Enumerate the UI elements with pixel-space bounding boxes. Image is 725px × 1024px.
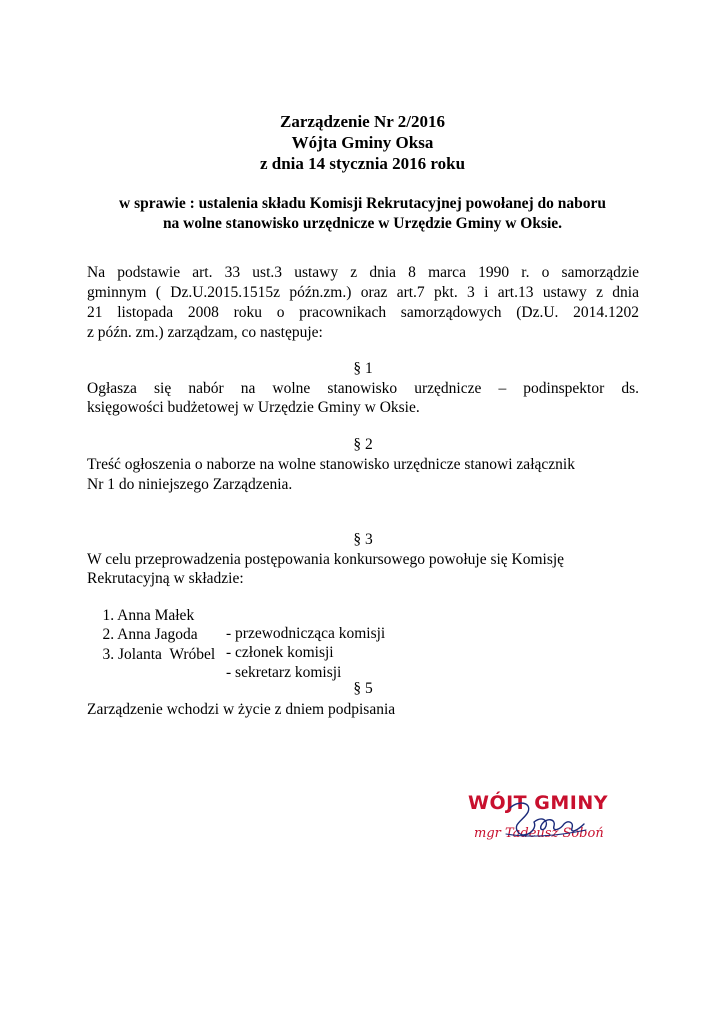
- intro-line-1: Na podstawie art. 33 ust.3 ustawy z dnia 8 marca 1990 r. o samorządzie: [87, 264, 639, 281]
- member-name: 2. Anna Jagoda: [102, 626, 198, 643]
- section-3-line-2: Rekrutacyjną w składzie:: [87, 570, 244, 587]
- subject-line-2: na wolne stanowisko urzędnicze w Urzędzie Gminy w Oksie.: [162, 215, 563, 232]
- section-mark-1: § 1: [353, 360, 373, 377]
- intro-line-2: gminnym ( Dz.U.2015.1515z późn.zm.) oraz art.7 pkt. 3 i art.13 ustawy z dnia: [87, 284, 639, 301]
- section-1-line-1: Ogłasza się nabór na wolne stanowisko urzędnicze – podinspektor ds.: [87, 380, 639, 397]
- member-name: 3. Jolanta Wróbel: [102, 646, 216, 663]
- handwritten-signature: [488, 794, 598, 854]
- signature-stroke: [510, 803, 584, 835]
- member-role: - członek komisji: [226, 644, 334, 661]
- member-role: - sekretarz komisji: [226, 664, 342, 681]
- section-mark-3: § 3: [353, 531, 373, 548]
- section-3-line-1: W celu przeprowadzenia postępowania konkursowego powołuje się Komisję: [87, 551, 565, 568]
- intro-line-4: z późn. zm.) zarządzam, co następuje:: [87, 324, 323, 341]
- document-title: Zarządzenie Nr 2/2016: [280, 112, 445, 131]
- section-2-line-2: Nr 1 do niniejszego Zarządzenia.: [87, 476, 293, 493]
- member-name: 1. Anna Małek: [102, 607, 195, 624]
- section-5-line-1: Zarządzenie wchodzi w życie z dniem podpisania: [87, 701, 396, 718]
- section-1-line-2: księgowości budżetowej w Urzędzie Gminy w Oksie.: [87, 399, 420, 416]
- subject-line-1: w sprawie : ustalenia składu Komisji Rekrutacyjnej powołanej do naboru: [119, 195, 606, 212]
- official-stamp: [468, 792, 618, 862]
- section-mark-2: § 2: [353, 436, 373, 453]
- section-mark-5: § 5: [353, 680, 373, 697]
- member-role: - przewodnicząca komisji: [226, 625, 386, 642]
- document-date: z dnia 14 stycznia 2016 roku: [259, 154, 466, 173]
- document-issuer: Wójta Gminy Oksa: [291, 133, 434, 152]
- intro-line-3: 21 listopada 2008 roku o pracownikach samorządowych (Dz.U. 2014.1202: [87, 304, 639, 321]
- section-2-line-1: Treść ogłoszenia o naborze na wolne stanowisko urzędnicze stanowi załącznik: [87, 456, 575, 473]
- stamp-name: mgr Tadeusz Soboń: [474, 826, 604, 841]
- stamp-title: WÓJT GMINY: [468, 792, 608, 814]
